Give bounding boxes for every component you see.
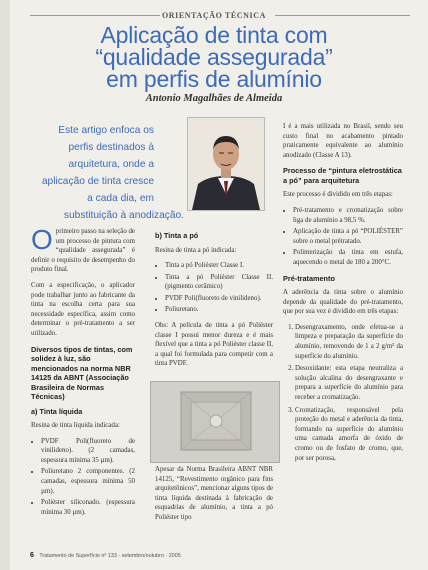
list-item: 3. Cromatização, responsável pela proteção do metal e aderência da tinta, formando na superfície do alumínio uma camada amorfa de óxido de cromo ou de fosfato de cromo, que, por ser porosa, — [295, 406, 403, 464]
powder-resin-list — [155, 261, 273, 315]
pretreatment-steps-list — [283, 323, 403, 463]
processo-intro: Este processo é dividido em três etapas: — [283, 191, 393, 199]
article-title — [0, 24, 428, 90]
footer-text: Tratamento de Superfície nº 133 · setembro/outubro · 2005 — [39, 553, 181, 559]
process-steps-list — [283, 206, 403, 268]
lead-line-3: arquitetura, onde a — [68, 159, 154, 170]
pretratamento-heading: Pré-tratamento — [283, 273, 335, 283]
list-item: • Tinta a pó Poliéster Classe II. (pigmento cerâmico) — [165, 273, 273, 292]
tinta-liquida-heading: a) Tinta líquida — [31, 406, 83, 416]
aderencia-paragraph: A aderência da tinta sobre o alumínio depende da qualidade do pré-tratamento, que por sua vez é dividido em três etapas: — [283, 289, 403, 316]
col3-intro-paragraph: I é a mais utilizada no Brasil, sendo seu custo final no acabamento pintado praticamente equivalente ao alumínio anodizado (Classe A 13). — [283, 123, 403, 159]
lead-line-4: aplicação de tinta cresce — [41, 176, 154, 187]
list-item: • PVDF Poli(fluoreto de vinilideno). (2 camadas, espessura mínima 35 µm). — [41, 437, 135, 466]
list-item: • Aplicação de tinta a pó “POLIÉSTER” sobre o metal prétratado. — [293, 227, 403, 246]
list-item: • Tinta a pó Poliéster Classe I. — [165, 261, 273, 271]
lead-line-2: perfis destinados à — [68, 142, 154, 153]
processo-heading: Processo de “pintura eletrostática a pó” para arquitetura — [283, 166, 402, 185]
title-line-2: “qualidade assegurada” — [95, 44, 333, 70]
lead-line-1: Este artigo enfoca os — [58, 125, 154, 136]
drop-cap: O — [31, 224, 53, 255]
col1-paragraph-2: Com a especificação, o aplicador pode trabalhar junto ao fabricante da tinta na escolha certa para sua necessidade específica, assim como determinar o pré-tratamento a ser utilizado. — [31, 281, 135, 337]
list-item: 2. Desoxidante: esta etapa neutraliza a solução alcalina do desengraxante e prepara a superfície do alumínio para receber a cromatização. — [295, 364, 403, 402]
norma-heading: Diversos tipos de tintas, com solidez à luz, são mencionados na norma NBR 14125 da ABNT (Associação Brasileira de Normas Técnicas) — [31, 344, 133, 402]
tinta-po-heading: b) Tinta a pó — [155, 231, 199, 240]
column-3 — [283, 122, 403, 469]
list-item: • Polimerização da tinta em estufa, aquecendo o metal de 180 a 200°C. — [293, 248, 403, 267]
title-line-1: Aplicação de tinta com — [100, 22, 328, 48]
list-item: • Pré-tratamento e cromatização sobre liga de alumínio a 98,5 %. — [293, 206, 403, 225]
col2-bottom-paragraph: Apesar da Norma Brasileira ABNT NBR 14125, “Revestimento orgânico para fins arquitetônicos”, mencionar alguns tipos de tinta líquida destinada à fabricação de esquadrias de alumínio, a tinta a pó Poliéster tipo — [155, 466, 273, 521]
title-line-3: em perfis de alumínio — [106, 66, 322, 92]
author-byline: Antonio Magalhães de Almeida — [145, 93, 283, 104]
lead-line-6: substituição à anodização. — [63, 210, 184, 221]
column-2 — [155, 227, 273, 375]
column-2-bottom — [155, 465, 273, 529]
list-item: 1. Desengraxamento, onde efetua-se a limpeza e preparação da superfície do alumínio, removendo de 1 a 2 g/m² da superfície do alumínio. — [295, 323, 403, 361]
author-photo — [187, 117, 265, 211]
list-item: • Poliéster siliconado. (espessura mínima 30 µm). — [41, 498, 135, 517]
tinta-po-intro: Resina de tinta a pó indicada: — [155, 246, 237, 254]
aluminum-sample-photo — [150, 381, 280, 463]
tinta-liquida-intro: Resina de tinta líquida indicada: — [31, 422, 120, 430]
column-1 — [31, 224, 135, 523]
page-number: 6 — [30, 552, 34, 559]
liquid-resin-list — [31, 437, 135, 518]
section-label: ORIENTAÇÃO TÉCNICA — [161, 11, 267, 20]
list-item: • PVDF Poli(fluoreto de vinilideno). — [165, 294, 273, 304]
page-footer — [30, 552, 410, 559]
list-item: • Poliuretano 2 componentes. (2 camadas, espessura mínima 50 µm). — [41, 467, 135, 496]
lead-line-5: a cada dia, em — [87, 193, 154, 204]
col1-paragraph-1: Oprimeiro passo na seleção de um processo de pintura com “qualidade assegurada” é definir o requisito de desempenho do produto final. — [31, 224, 135, 274]
obs-paragraph: Obs: A película de tinta a pó Poliéster classe I possui menor dureza e é mais flexível que a tinta a pó Poliéster classe II, a qual foi formulada para competir com a tinta PVDF. — [155, 322, 273, 368]
list-item: • Poliuretano. — [165, 305, 273, 315]
